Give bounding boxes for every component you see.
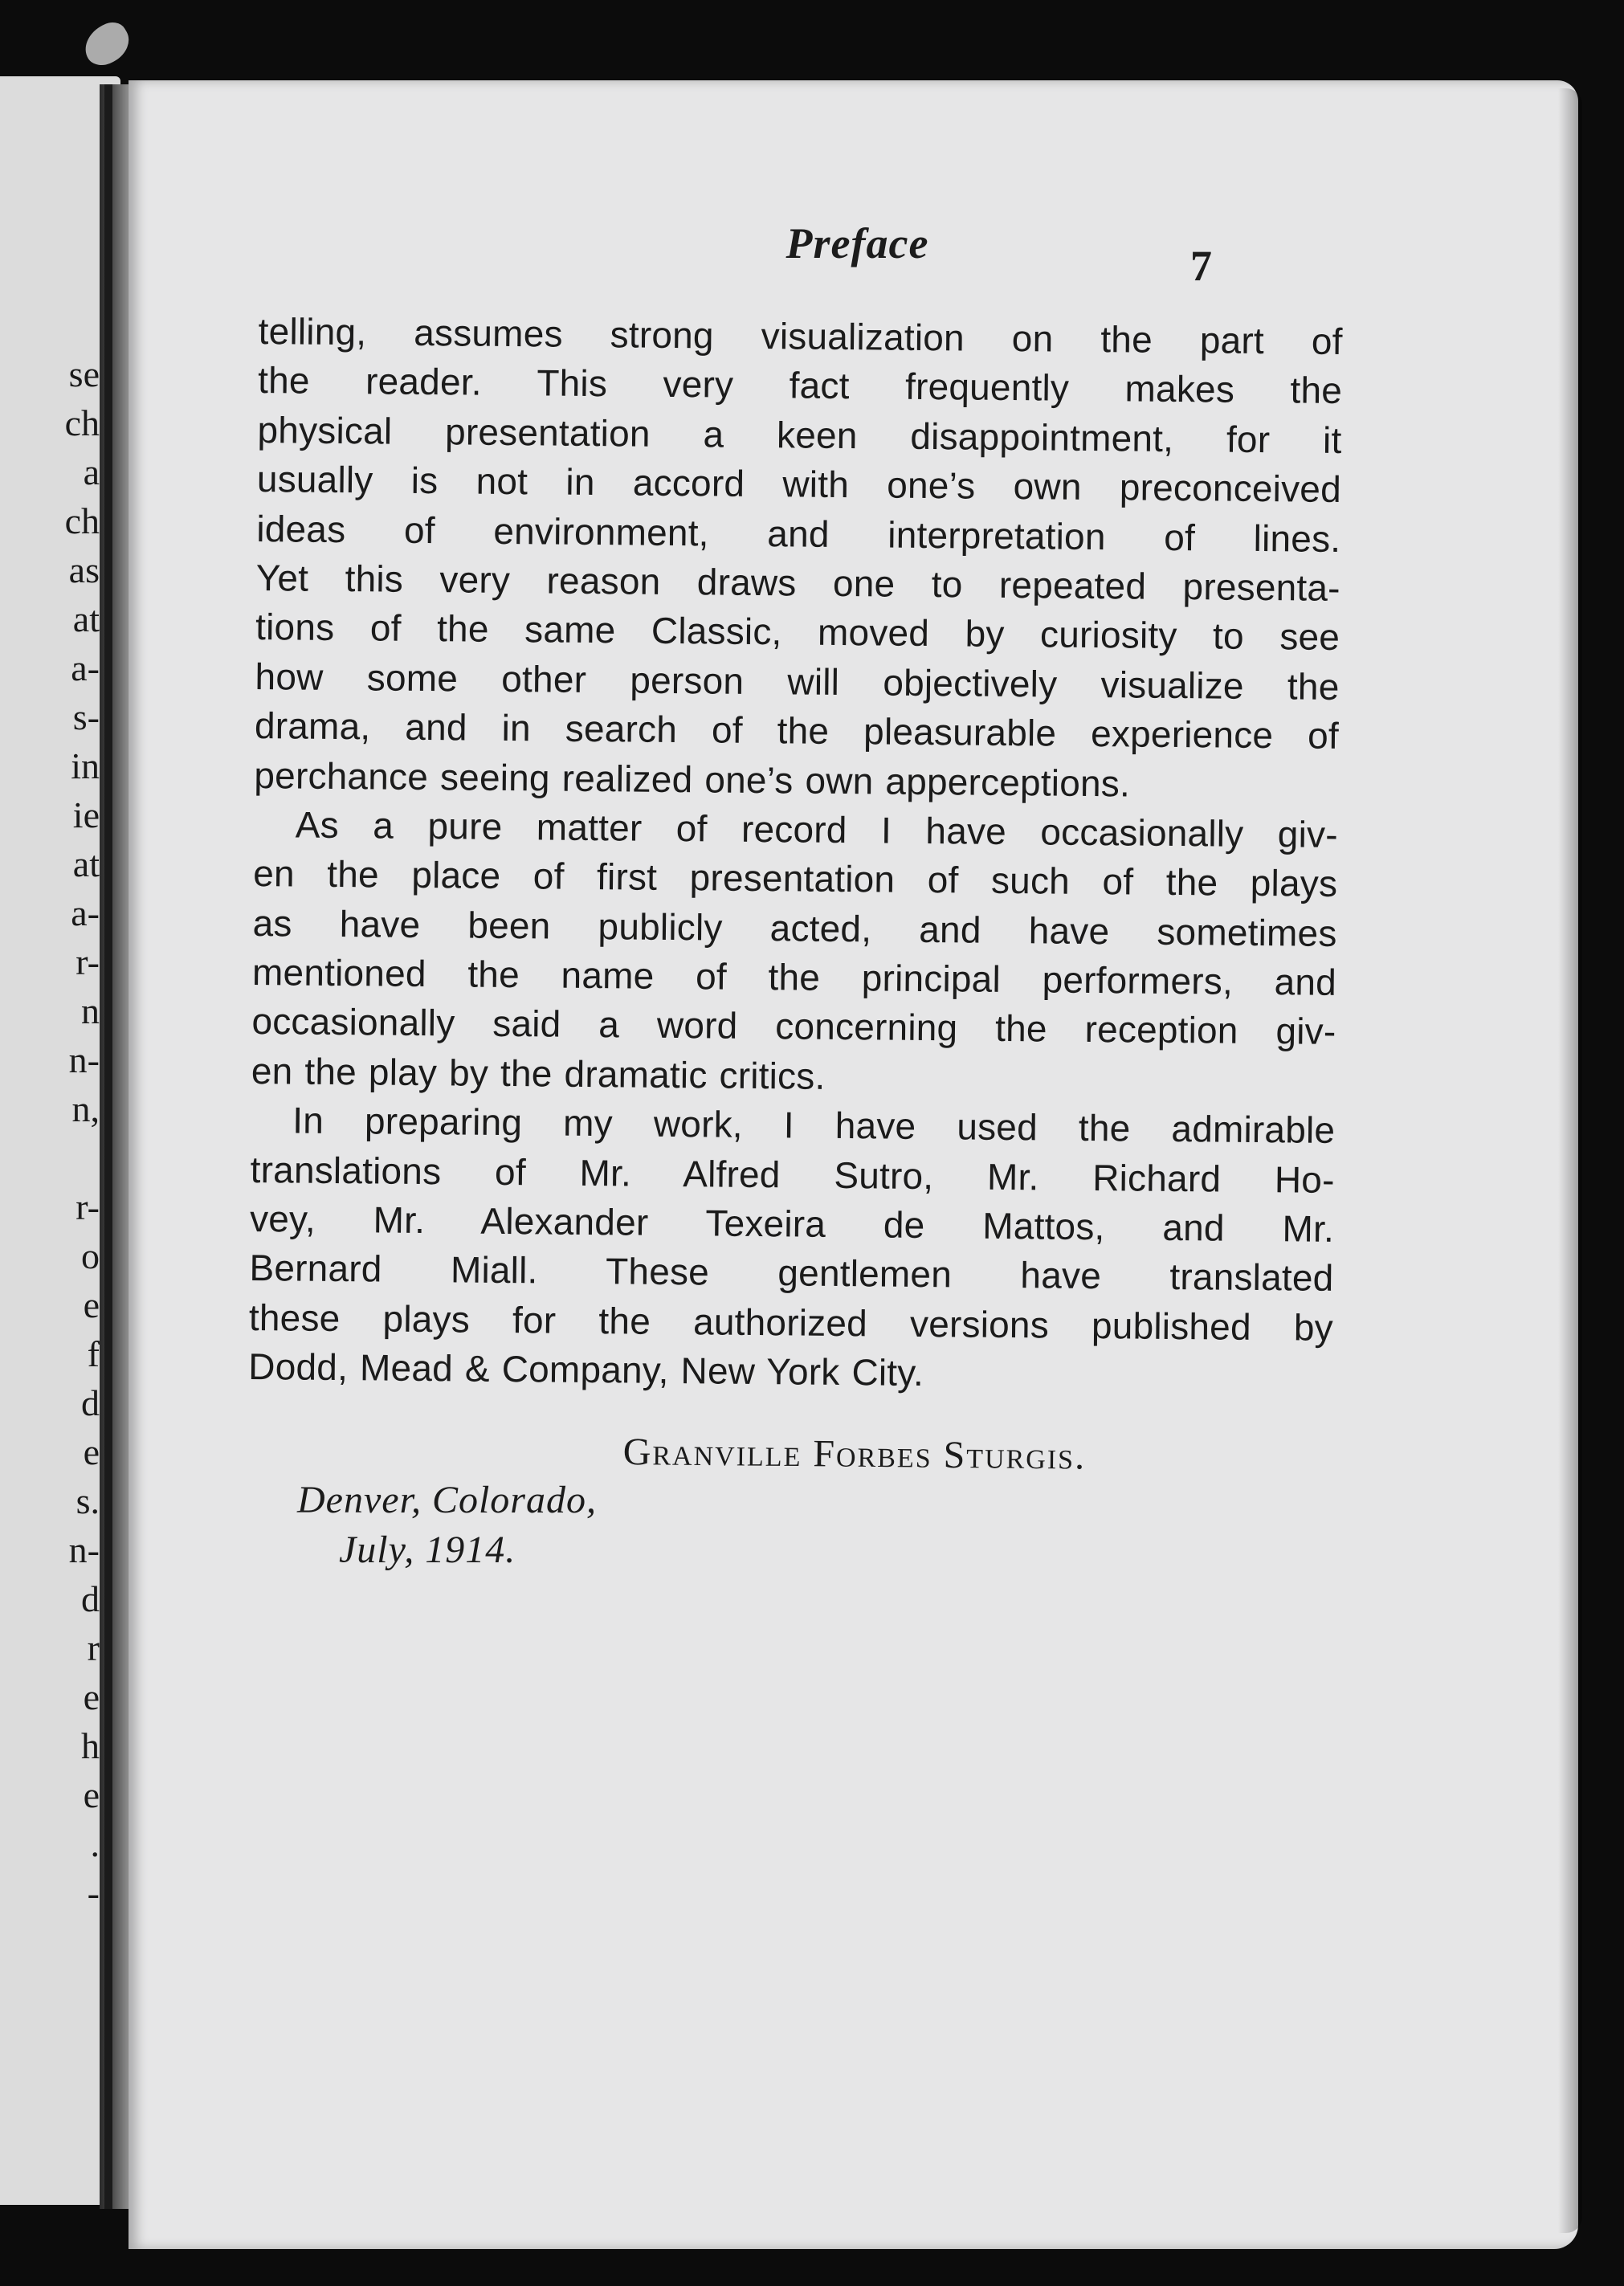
- running-head: [129, 218, 1578, 268]
- page-edge-shadow: [1558, 88, 1582, 2233]
- text-line: Dodd, Mead & Company, New York City.: [248, 1345, 924, 1394]
- signature-place: Denver, Colorado,: [297, 1479, 597, 1521]
- page-number: 7: [1190, 242, 1212, 290]
- fragment-line: d: [81, 1578, 100, 1619]
- fragment-line: at: [72, 843, 100, 884]
- fragment-line: ch: [64, 500, 100, 541]
- text-line: Yet this very reason draws one to repeated presenta-: [255, 556, 1340, 609]
- preface-body: [248, 307, 1343, 1402]
- fragment-line: n,: [71, 1088, 100, 1129]
- fragment-line: [0, 1133, 104, 1182]
- fragment-line: n-: [68, 1529, 100, 1570]
- text-line: As a pure matter of record I have occasionally giv-: [295, 803, 1339, 855]
- fragment-line: s.: [75, 1480, 100, 1521]
- fragment-line: o: [81, 1235, 100, 1276]
- fragment-line: ch: [64, 402, 100, 443]
- fragment-line: a-: [71, 647, 100, 688]
- text-line: telling, assumes strong visualization on the part of: [258, 309, 1343, 362]
- text-line: mentioned the name of the principal performers, and: [251, 951, 1337, 1003]
- text-line: vey, Mr. Alexander Texeira de Mattos, and Mr.: [249, 1197, 1335, 1250]
- text-line: perchance seeing realized one’s own apperceptions.: [254, 753, 1131, 804]
- fragment-line: r: [87, 1627, 100, 1668]
- text-line: en the place of first presentation of such of the plays: [252, 852, 1338, 905]
- text-line: occasionally said a word concerning the reception giv-: [251, 1000, 1336, 1053]
- fragment-line: a: [83, 451, 100, 492]
- signature-date: July, 1914.: [339, 1529, 516, 1571]
- fragment-line: ie: [72, 794, 100, 835]
- text-line: how some other person will objectively visualize the: [255, 655, 1340, 708]
- text-line: en the play by the dramatic critics.: [251, 1049, 826, 1097]
- fragment-line: h: [81, 1725, 100, 1766]
- fragment-line: a-: [71, 892, 100, 933]
- text-line: drama, and in search of the pleasurable experience of: [254, 704, 1340, 757]
- text-line: these plays for the authorized versions published by: [248, 1296, 1334, 1349]
- text-line: Bernard Miall. These gentlemen have translated: [249, 1247, 1334, 1300]
- fragment-line: se: [68, 353, 100, 394]
- text-line: physical presentation a keen disappointment, for it: [257, 408, 1342, 461]
- facing-page-fragments: [0, 349, 104, 1917]
- fragment-line: e: [83, 1284, 100, 1325]
- text-line: translations of Mr. Alfred Sutro, Mr. Richard Ho-: [250, 1148, 1335, 1201]
- fragment-line: f: [87, 1333, 100, 1374]
- text-line: ideas of environment, and interpretation of lines.: [256, 507, 1341, 560]
- fragment-line: in: [71, 745, 100, 786]
- author-signature: Granville Forbes Sturgis.: [622, 1431, 1087, 1478]
- fragment-line: r-: [75, 1186, 100, 1227]
- fragment-line: s-: [72, 696, 100, 737]
- text-line: In preparing my work, I have used the admirable: [292, 1099, 1336, 1152]
- fragment-line: e: [83, 1431, 100, 1472]
- fragment-line: -: [87, 1872, 100, 1913]
- fragment-line: e: [83, 1774, 100, 1815]
- text-line: tions of the same Classic, moved by curiosity to see: [255, 606, 1340, 659]
- fragment-line: at: [72, 598, 100, 639]
- running-head-title: Preface: [785, 219, 929, 267]
- fragment-line: .: [90, 1823, 100, 1864]
- text-line: the reader. This very fact frequently makes the: [257, 359, 1343, 412]
- fragment-line: d: [81, 1382, 100, 1423]
- fragment-line: n: [81, 990, 100, 1031]
- fragment-line: n-: [68, 1039, 100, 1080]
- text-line: as have been publicly acted, and have sometimes: [252, 901, 1337, 954]
- fragment-line: e: [83, 1676, 100, 1717]
- fragment-line: r-: [75, 941, 100, 982]
- fragment-line: as: [68, 549, 100, 590]
- scan-blemish: [77, 17, 136, 72]
- text-line: usually is not in accord with one’s own preconceived: [256, 458, 1342, 511]
- book-page: [129, 80, 1578, 2249]
